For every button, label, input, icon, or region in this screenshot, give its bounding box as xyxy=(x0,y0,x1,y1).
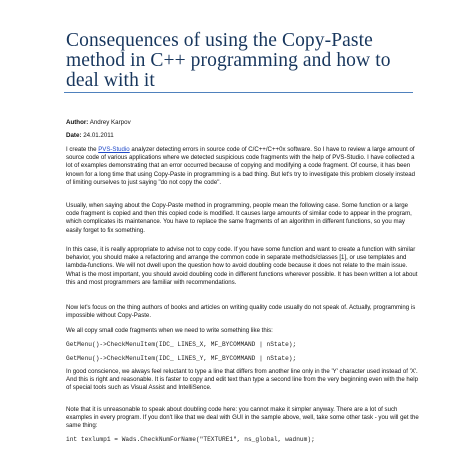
paragraph-3: In this case, it is really appropriate to advise not to copy code. If you have some function and want to create a function with similar behavior, you should make a refactoring and arrange the common code in separate methods/classes [1], or use templates and lambda-functions. We will not dwell upon the question how to avoid doubling code because it does not relate to the main issue. What is the most important, you should avoid doubling code in different functions wherever possible. It has been written a lot about this and most programmers are familiar with recommendations. xyxy=(66,246,418,286)
author-name: Andrey Karpov xyxy=(89,119,131,126)
paragraph-5: We all copy small code fragments when we need to write something like this: xyxy=(66,327,273,334)
paragraph-4: Now let's focus on the thing authors of books and articles on writing quality code usually do not speak of. Actually, programming is impossible without Copy-Paste. xyxy=(66,304,416,320)
pvs-studio-link[interactable]: PVS-Studio xyxy=(98,146,130,153)
date-value: 24.01.2011 xyxy=(83,132,114,139)
code-line-1: GetMenu()->CheckMenuItem(IDC_ LINES_X, MF_BYCOMMAND | nState); xyxy=(66,341,297,348)
paragraph-7: Note that it is unreasonable to speak about doubling code here: you cannot make it simpler anyway. There are a lot of such examples in every program. If you don't like that we deal with GUI in the sample above, well, take some other task - you will get the same thing: xyxy=(66,406,419,430)
intro-text-after: analyzer detecting errors in source code of C/C++/C++0x software. So I have to review a large amount of source code of various applications where we detected suspicious code fragments with the help of PVS-Studio. I have collected a lot of examples demonstrating that an error occurred because of copying and modifying a code fragment. Of course, it has been known for a long time that using Copy-Paste in programming is a bad thing. But let's try to investigate this problem closely instead of limiting ourselves to just saying "do not copy the code". xyxy=(66,146,416,186)
author-label: Author: xyxy=(66,119,89,126)
title-divider xyxy=(64,92,413,93)
intro-paragraph xyxy=(66,146,420,187)
code-line-3: int texlump1 = Wads.CheckNumForName("TEXTURE1", ns_global, wadnum); xyxy=(66,436,315,443)
date-label: Date: xyxy=(66,132,82,139)
author-line xyxy=(66,119,131,127)
intro-text-before: I create the xyxy=(66,146,99,153)
paragraph-6: In good conscience, we always feel reluctant to type a line that differs from another line only in the 'Y' character used instead of 'X'. And this is right and reasonable. It is faster to copy and edit text than type a second line from the very beginning even with the help of special tools such as Visual Assist and IntelliSence. xyxy=(66,368,418,392)
date-line xyxy=(66,132,114,140)
paragraph-2: Usually, when saying about the Copy-Paste method in programming, people mean the following case. Some function or a large code fragment is copied and then this copied code is modified. It causes large amounts of similar code to appear in the program, which complicates its maintenance. You have to replace the same fragments of an algorithm in different functions, so you may easily forget to fix something. xyxy=(66,202,412,234)
code-line-2: GetMenu()->CheckMenuItem(IDC_ LINES_Y, MF_BYCOMMAND | nState); xyxy=(66,355,297,362)
document-title: Consequences of using the Copy-Paste method in C++ programming and how to deal with it xyxy=(66,30,391,91)
